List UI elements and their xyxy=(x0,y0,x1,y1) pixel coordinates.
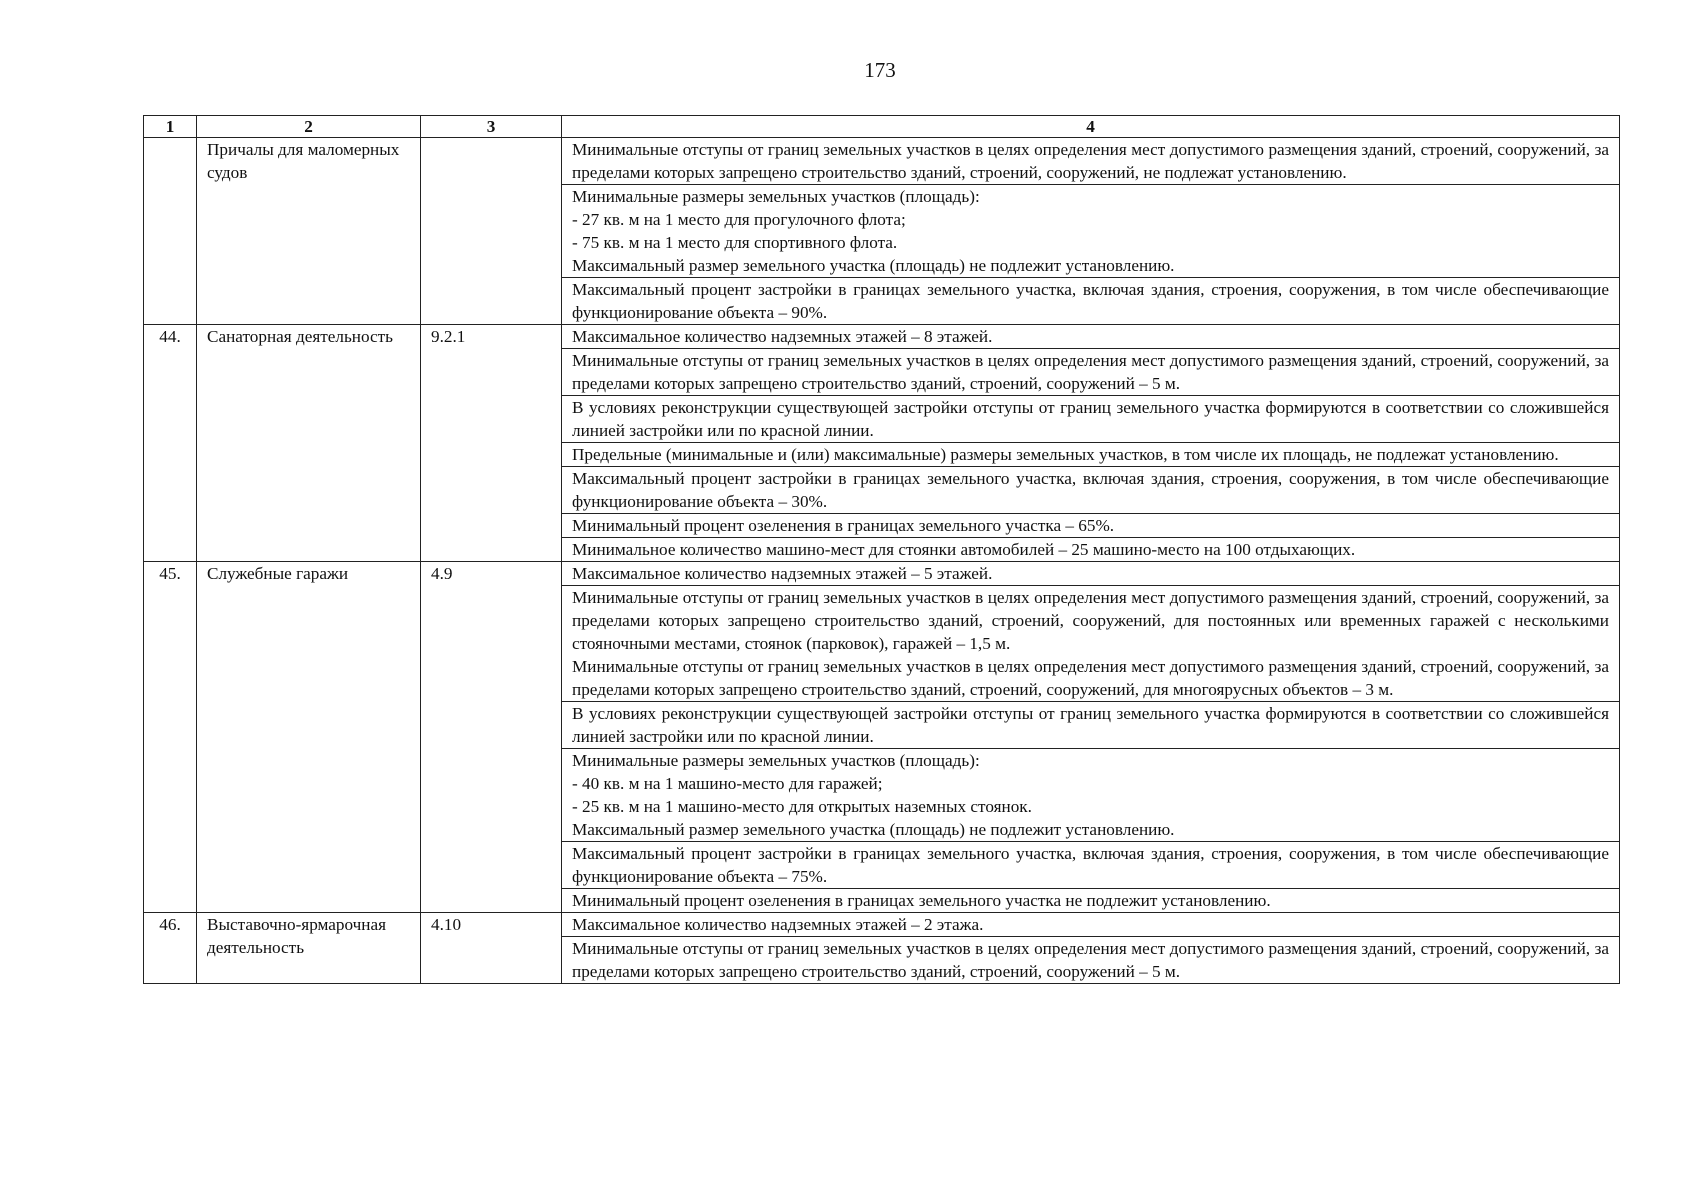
parameter-cell xyxy=(562,138,1620,185)
parameter-cell xyxy=(562,443,1620,467)
parameter-cell xyxy=(562,396,1620,443)
parameter-text: Минимальное количество машино-мест для стоянки автомобилей – 25 машино-место на 100 отдыхающих. xyxy=(572,540,1356,559)
parameter-cell xyxy=(562,349,1620,396)
parameter-text: Минимальные отступы от границ земельных участков в целях определения мест допустимого размещения зданий, строений, сооружений, за пределами которых запрещено строительство зданий, строений, сооружений, не подлежат установлению. xyxy=(572,140,1609,182)
row-number: 44. xyxy=(144,325,197,562)
parameter-text: Максимальный размер земельного участка (площадь) не подлежит установлению. xyxy=(572,256,1175,275)
parameter-text: Минимальные отступы от границ земельных участков в целях определения мест допустимого размещения зданий, строений, сооружений, за пределами которых запрещено строительство зданий, строений, сооружений, для многоярусных объектов – 3 м. xyxy=(572,657,1609,699)
header-cell: 1 xyxy=(144,116,197,138)
parameter-text: - 27 кв. м на 1 место для прогулочного флота; xyxy=(572,210,906,229)
table-row xyxy=(144,913,1620,937)
parameter-text: Минимальные размеры земельных участков (площадь): xyxy=(572,751,980,770)
parameter-cell xyxy=(562,937,1620,984)
parameter-text: Максимальный процент застройки в границах земельного участка, включая здания, строения, сооружения, в том числе обеспечивающие функционирование объекта – 30%. xyxy=(572,469,1609,511)
parameter-text: - 75 кв. м на 1 место для спортивного флота. xyxy=(572,233,898,252)
parameter-text: Минимальные отступы от границ земельных участков в целях определения мест допустимого размещения зданий, строений, сооружений, за пределами которых запрещено строительство зданий, строений, сооружений – 5 м. xyxy=(572,351,1609,393)
parameter-text: Минимальные отступы от границ земельных участков в целях определения мест допустимого размещения зданий, строений, сооружений, за пределами которых запрещено строительство зданий, строений, сооружений, для постоянных или временных гаражей с несколькими стояночными местами, стоянок (парковок), гаражей – 1,5 м. xyxy=(572,588,1609,653)
parameter-cell xyxy=(562,586,1620,702)
page-number: 173 xyxy=(864,58,896,82)
use-name: Служебные гаражи xyxy=(197,562,421,913)
row-number: 45. xyxy=(144,562,197,913)
table-row xyxy=(144,562,1620,586)
parameter-text: Максимальное количество надземных этажей – 5 этажей. xyxy=(572,564,993,583)
table-row xyxy=(144,138,1620,185)
header-cell: 3 xyxy=(421,116,562,138)
header-row xyxy=(144,116,1620,138)
parameter-cell xyxy=(562,702,1620,749)
parameter-cell xyxy=(562,278,1620,325)
parameter-text: Максимальное количество надземных этажей – 8 этажей. xyxy=(572,327,993,346)
use-name: Санаторная деятельность xyxy=(197,325,421,562)
parameter-text: Максимальный процент застройки в границах земельного участка, включая здания, строения, сооружения, в том числе обеспечивающие функционирование объекта – 75%. xyxy=(572,844,1609,886)
parameter-cell xyxy=(562,889,1620,913)
row-number xyxy=(144,138,197,325)
parameter-text: Минимальный процент озеленения в границах земельного участка – 65%. xyxy=(572,516,1115,535)
parameter-text: - 40 кв. м на 1 машино-место для гаражей; xyxy=(572,774,883,793)
parameter-text: В условиях реконструкции существующей застройки отступы от границ земельного участка формируются в соответствии со сложившейся линией застройки или по красной линии. xyxy=(572,704,1609,746)
table-row xyxy=(144,325,1620,349)
use-name: Выставочно-ярмарочная деятельность xyxy=(197,913,421,984)
parameter-text: Минимальные размеры земельных участков (площадь): xyxy=(572,187,980,206)
header-cell: 2 xyxy=(197,116,421,138)
table-body xyxy=(144,138,1620,984)
parameter-text: Максимальный размер земельного участка (площадь) не подлежит установлению. xyxy=(572,820,1175,839)
parameter-text: - 25 кв. м на 1 машино-место для открытых наземных стоянок. xyxy=(572,797,1032,816)
parameter-cell xyxy=(562,467,1620,514)
parameter-cell xyxy=(562,185,1620,278)
use-code xyxy=(421,138,562,325)
parameter-cell xyxy=(562,842,1620,889)
parameter-text: Минимальные отступы от границ земельных участков в целях определения мест допустимого размещения зданий, строений, сооружений, за пределами которых запрещено строительство зданий, строений, сооружений – 5 м. xyxy=(572,939,1609,981)
use-code: 4.9 xyxy=(421,562,562,913)
header-cell: 4 xyxy=(562,116,1620,138)
parameter-text: Максимальный процент застройки в границах земельного участка, включая здания, строения, сооружения, в том числе обеспечивающие функционирование объекта – 90%. xyxy=(572,280,1609,322)
use-code: 9.2.1 xyxy=(421,325,562,562)
parameter-cell xyxy=(562,913,1620,937)
parameter-text: В условиях реконструкции существующей застройки отступы от границ земельного участка формируются в соответствии со сложившейся линией застройки или по красной линии. xyxy=(572,398,1609,440)
parameter-cell xyxy=(562,538,1620,562)
use-name: Причалы для маломерных судов xyxy=(197,138,421,325)
use-code: 4.10 xyxy=(421,913,562,984)
parameter-text: Предельные (минимальные и (или) максимальные) размеры земельных участков, в том числе их площадь, не подлежат установлению. xyxy=(572,445,1559,464)
parameter-cell xyxy=(562,514,1620,538)
parameter-cell xyxy=(562,325,1620,349)
parameter-text: Максимальное количество надземных этажей – 2 этажа. xyxy=(572,915,984,934)
parameter-cell xyxy=(562,749,1620,842)
row-number: 46. xyxy=(144,913,197,984)
parameter-text: Минимальный процент озеленения в границах земельного участка не подлежит установлению. xyxy=(572,891,1271,910)
parameter-cell xyxy=(562,562,1620,586)
regulations-table xyxy=(143,115,1620,984)
